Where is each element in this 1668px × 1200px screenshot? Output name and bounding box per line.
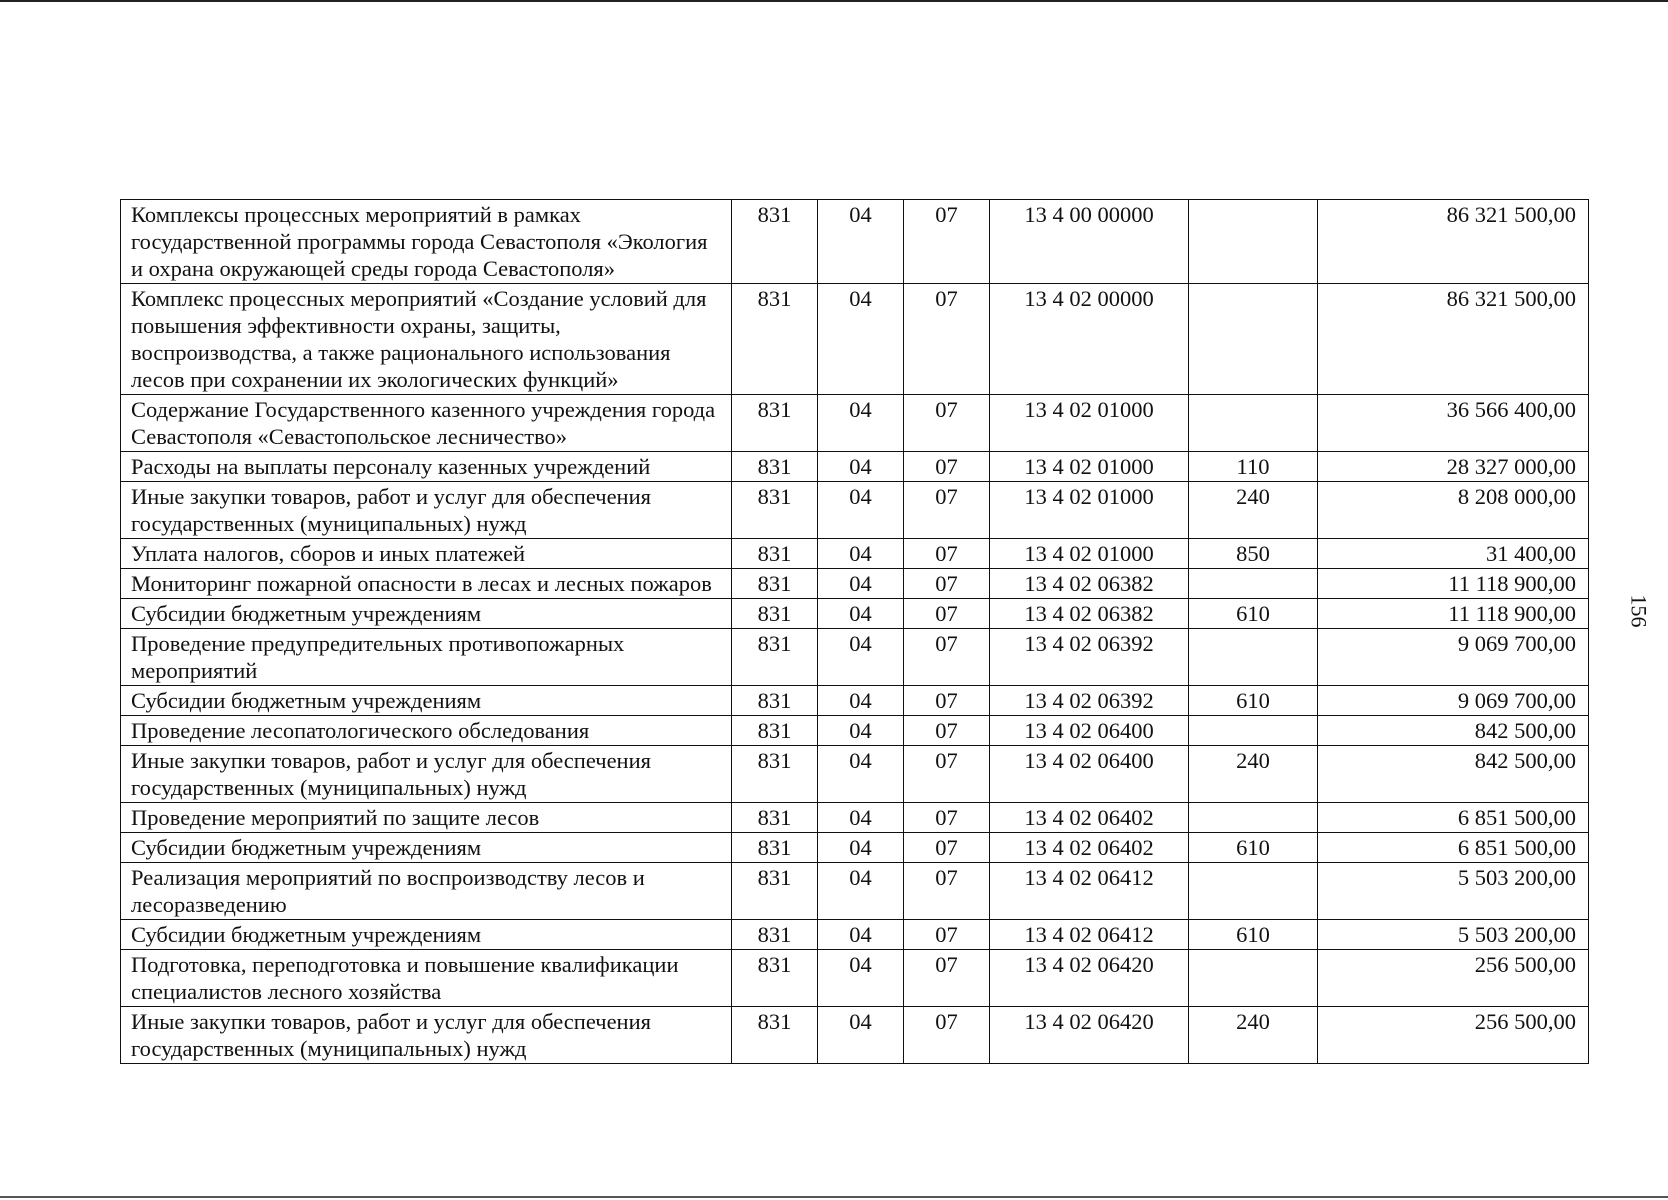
section-code: 04 <box>818 629 904 686</box>
target-article: 13 4 02 06400 <box>990 716 1189 746</box>
section-code: 04 <box>818 539 904 569</box>
amount: 86 321 500,00 <box>1318 284 1589 395</box>
target-article: 13 4 02 06392 <box>990 629 1189 686</box>
amount: 36 566 400,00 <box>1318 395 1589 452</box>
expense-type <box>1189 716 1318 746</box>
target-article: 13 4 02 06382 <box>990 569 1189 599</box>
expense-type <box>1189 950 1318 1007</box>
target-article: 13 4 02 06402 <box>990 833 1189 863</box>
section-code: 04 <box>818 686 904 716</box>
row-name: Реализация мероприятий по воспроизводству лесов и лесоразведению <box>121 863 732 920</box>
ministry-code: 831 <box>732 629 818 686</box>
table-row <box>121 539 1589 569</box>
expense-type: 110 <box>1189 452 1318 482</box>
section-code: 04 <box>818 599 904 629</box>
amount: 8 208 000,00 <box>1318 482 1589 539</box>
subsection-code: 07 <box>904 284 990 395</box>
table-row <box>121 569 1589 599</box>
subsection-code: 07 <box>904 569 990 599</box>
expense-type: 240 <box>1189 1007 1318 1064</box>
section-code: 04 <box>818 746 904 803</box>
expense-type <box>1189 284 1318 395</box>
row-name: Субсидии бюджетным учреждениям <box>121 686 732 716</box>
amount: 5 503 200,00 <box>1318 863 1589 920</box>
subsection-code: 07 <box>904 599 990 629</box>
expense-type <box>1189 803 1318 833</box>
expense-type <box>1189 200 1318 284</box>
row-name: Проведение лесопатологического обследования <box>121 716 732 746</box>
table-row <box>121 200 1589 284</box>
row-name: Иные закупки товаров, работ и услуг для обеспечения государственных (муниципальных) нужд <box>121 746 732 803</box>
expense-type: 610 <box>1189 599 1318 629</box>
amount: 6 851 500,00 <box>1318 803 1589 833</box>
subsection-code: 07 <box>904 452 990 482</box>
table-row <box>121 452 1589 482</box>
subsection-code: 07 <box>904 746 990 803</box>
subsection-code: 07 <box>904 1007 990 1064</box>
budget-table-body <box>121 200 1589 1064</box>
scan-edge-top <box>0 0 1668 2</box>
row-name: Расходы на выплаты персоналу казенных учреждений <box>121 452 732 482</box>
target-article: 13 4 02 01000 <box>990 539 1189 569</box>
subsection-code: 07 <box>904 200 990 284</box>
table-row <box>121 482 1589 539</box>
table-row <box>121 746 1589 803</box>
section-code: 04 <box>818 803 904 833</box>
section-code: 04 <box>818 950 904 1007</box>
ministry-code: 831 <box>732 833 818 863</box>
ministry-code: 831 <box>732 539 818 569</box>
table-row <box>121 686 1589 716</box>
table-row <box>121 920 1589 950</box>
subsection-code: 07 <box>904 482 990 539</box>
subsection-code: 07 <box>904 686 990 716</box>
ministry-code: 831 <box>732 569 818 599</box>
page-number: 156 <box>1626 594 1652 628</box>
row-name: Субсидии бюджетным учреждениям <box>121 833 732 863</box>
subsection-code: 07 <box>904 716 990 746</box>
section-code: 04 <box>818 1007 904 1064</box>
expense-type: 240 <box>1189 482 1318 539</box>
target-article: 13 4 02 06420 <box>990 1007 1189 1064</box>
row-name: Комплекс процессных мероприятий «Создание условий для повышения эффективности охраны, защиты, воспроизводства, а также рационального использования лесов при сохранении их экологических функций» <box>121 284 732 395</box>
table-row <box>121 950 1589 1007</box>
subsection-code: 07 <box>904 950 990 1007</box>
target-article: 13 4 02 06402 <box>990 803 1189 833</box>
target-article: 13 4 02 06412 <box>990 863 1189 920</box>
expense-type: 610 <box>1189 686 1318 716</box>
row-name: Иные закупки товаров, работ и услуг для обеспечения государственных (муниципальных) нужд <box>121 482 732 539</box>
row-name: Содержание Государственного казенного учреждения города Севастополя «Севастопольское лесничество» <box>121 395 732 452</box>
ministry-code: 831 <box>732 863 818 920</box>
ministry-code: 831 <box>732 599 818 629</box>
table-row <box>121 716 1589 746</box>
section-code: 04 <box>818 833 904 863</box>
table-row <box>121 629 1589 686</box>
row-name: Подготовка, переподготовка и повышение квалификации специалистов лесного хозяйства <box>121 950 732 1007</box>
section-code: 04 <box>818 395 904 452</box>
table-row <box>121 863 1589 920</box>
ministry-code: 831 <box>732 950 818 1007</box>
subsection-code: 07 <box>904 833 990 863</box>
amount: 5 503 200,00 <box>1318 920 1589 950</box>
ministry-code: 831 <box>732 284 818 395</box>
table-row <box>121 395 1589 452</box>
target-article: 13 4 02 06392 <box>990 686 1189 716</box>
ministry-code: 831 <box>732 200 818 284</box>
ministry-code: 831 <box>732 686 818 716</box>
table-row <box>121 284 1589 395</box>
subsection-code: 07 <box>904 629 990 686</box>
amount: 842 500,00 <box>1318 746 1589 803</box>
row-name: Проведение мероприятий по защите лесов <box>121 803 732 833</box>
row-name: Уплата налогов, сборов и иных платежей <box>121 539 732 569</box>
row-name: Мониторинг пожарной опасности в лесах и лесных пожаров <box>121 569 732 599</box>
expense-type: 610 <box>1189 920 1318 950</box>
ministry-code: 831 <box>732 920 818 950</box>
amount: 256 500,00 <box>1318 1007 1589 1064</box>
section-code: 04 <box>818 716 904 746</box>
section-code: 04 <box>818 920 904 950</box>
table-row <box>121 833 1589 863</box>
ministry-code: 831 <box>732 395 818 452</box>
amount: 86 321 500,00 <box>1318 200 1589 284</box>
expense-type <box>1189 395 1318 452</box>
target-article: 13 4 02 06412 <box>990 920 1189 950</box>
amount: 28 327 000,00 <box>1318 452 1589 482</box>
expense-type <box>1189 863 1318 920</box>
expense-type: 850 <box>1189 539 1318 569</box>
table-row <box>121 803 1589 833</box>
row-name: Комплексы процессных мероприятий в рамках государственной программы города Севастополя «Экология и охрана окружающей среды города Севастополя» <box>121 200 732 284</box>
subsection-code: 07 <box>904 395 990 452</box>
subsection-code: 07 <box>904 539 990 569</box>
target-article: 13 4 00 00000 <box>990 200 1189 284</box>
subsection-code: 07 <box>904 863 990 920</box>
row-name: Проведение предупредительных противопожарных мероприятий <box>121 629 732 686</box>
target-article: 13 4 02 01000 <box>990 395 1189 452</box>
ministry-code: 831 <box>732 482 818 539</box>
subsection-code: 07 <box>904 803 990 833</box>
target-article: 13 4 02 01000 <box>990 452 1189 482</box>
section-code: 04 <box>818 863 904 920</box>
section-code: 04 <box>818 452 904 482</box>
amount: 31 400,00 <box>1318 539 1589 569</box>
row-name: Иные закупки товаров, работ и услуг для обеспечения государственных (муниципальных) нужд <box>121 1007 732 1064</box>
scan-edge-bottom <box>0 1196 1668 1198</box>
row-name: Субсидии бюджетным учреждениям <box>121 599 732 629</box>
expense-type: 610 <box>1189 833 1318 863</box>
target-article: 13 4 02 01000 <box>990 482 1189 539</box>
expense-type: 240 <box>1189 746 1318 803</box>
section-code: 04 <box>818 569 904 599</box>
section-code: 04 <box>818 200 904 284</box>
subsection-code: 07 <box>904 920 990 950</box>
budget-table <box>120 199 1589 1064</box>
amount: 11 118 900,00 <box>1318 599 1589 629</box>
amount: 11 118 900,00 <box>1318 569 1589 599</box>
expense-type <box>1189 569 1318 599</box>
ministry-code: 831 <box>732 746 818 803</box>
table-row <box>121 1007 1589 1064</box>
table-row <box>121 599 1589 629</box>
amount: 9 069 700,00 <box>1318 686 1589 716</box>
ministry-code: 831 <box>732 716 818 746</box>
amount: 9 069 700,00 <box>1318 629 1589 686</box>
target-article: 13 4 02 06400 <box>990 746 1189 803</box>
amount: 842 500,00 <box>1318 716 1589 746</box>
section-code: 04 <box>818 482 904 539</box>
amount: 6 851 500,00 <box>1318 833 1589 863</box>
expense-type <box>1189 629 1318 686</box>
amount: 256 500,00 <box>1318 950 1589 1007</box>
ministry-code: 831 <box>732 452 818 482</box>
target-article: 13 4 02 06420 <box>990 950 1189 1007</box>
ministry-code: 831 <box>732 1007 818 1064</box>
target-article: 13 4 02 00000 <box>990 284 1189 395</box>
target-article: 13 4 02 06382 <box>990 599 1189 629</box>
row-name: Субсидии бюджетным учреждениям <box>121 920 732 950</box>
section-code: 04 <box>818 284 904 395</box>
ministry-code: 831 <box>732 803 818 833</box>
